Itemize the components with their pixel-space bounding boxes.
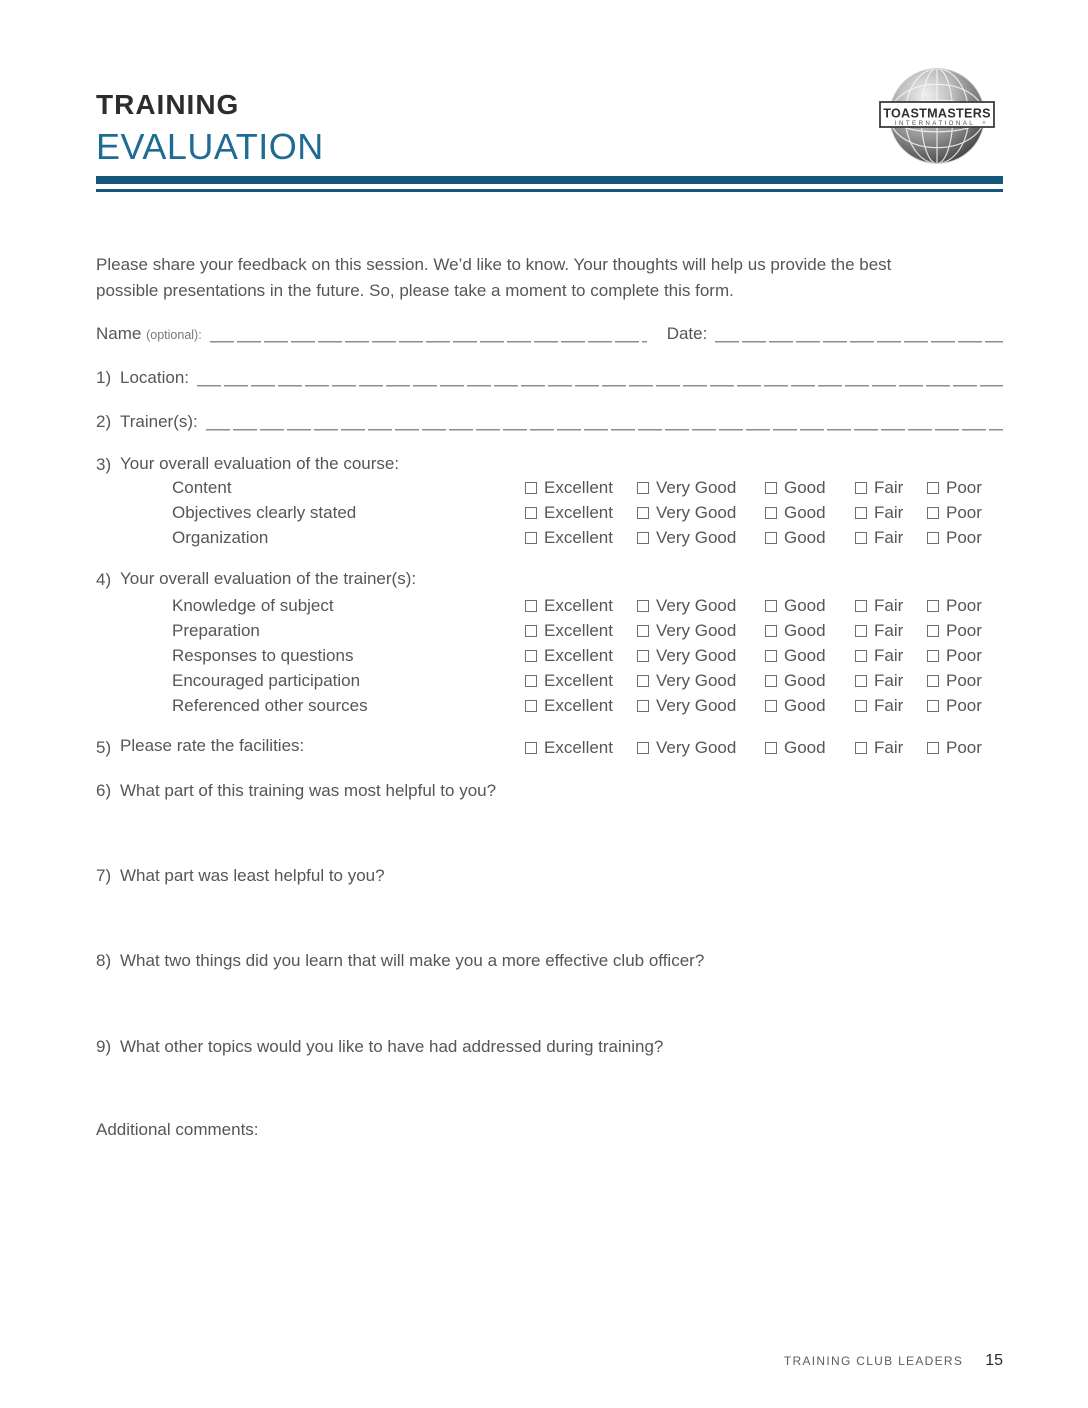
title-evaluation: EVALUATION: [96, 126, 324, 167]
rating-option: [637, 696, 765, 716]
question-7-number: 7): [96, 866, 112, 885]
rating-option: [855, 671, 927, 691]
rating-option-label: Poor: [946, 595, 982, 615]
checkbox-organization-very-good[interactable]: [637, 532, 649, 544]
rating-option-label: Fair: [874, 645, 904, 665]
rating-option-label: Poor: [946, 737, 982, 757]
rating-option-label: Excellent: [544, 620, 613, 640]
rating-row-label: Content: [172, 477, 232, 497]
date-write-line[interactable]: [715, 322, 1003, 346]
question-8-label: What two things did you learn that will make you a more effective club officer?: [120, 951, 705, 970]
checkbox-content-very-good[interactable]: [637, 482, 649, 494]
question-7-row: [96, 865, 1003, 887]
question-2-row: [96, 410, 1003, 434]
checkbox-responses-to-questions-fair[interactable]: [855, 650, 867, 662]
rating-option: [765, 478, 855, 498]
rating-option: [525, 478, 637, 498]
rating-option: [855, 646, 927, 666]
rating-option: [765, 621, 855, 641]
rating-option: [927, 738, 1003, 758]
checkbox-encouraged-participation-poor[interactable]: [927, 675, 939, 687]
rating-option-label: Excellent: [544, 695, 613, 715]
rating-row-referenced-other-sources: [96, 693, 1003, 718]
rating-option: [765, 738, 855, 758]
additional-comments-label: Additional comments:: [96, 1120, 259, 1139]
checkbox-knowledge-of-subject-fair[interactable]: [855, 600, 867, 612]
rating-option-label: Good: [784, 645, 826, 665]
checkbox-encouraged-participation-very-good[interactable]: [637, 675, 649, 687]
checkbox-facilities-fair[interactable]: [855, 742, 867, 754]
rating-option-label: Fair: [874, 695, 904, 715]
rating-option: [637, 478, 765, 498]
question-4-number: 4): [96, 570, 112, 589]
rating-option-label: Poor: [946, 502, 982, 522]
checkbox-content-good[interactable]: [765, 482, 777, 494]
intro-paragraph: Please share your feedback on this session. We’d like to know. Your thoughts will help us provide the best possible presentations in the future. So, please take a moment to complete this form.: [96, 255, 892, 300]
rating-option: [525, 646, 637, 666]
question-9-row: [96, 1036, 1003, 1058]
checkbox-referenced-other-sources-excellent[interactable]: [525, 700, 537, 712]
rating-option-label: Fair: [874, 502, 904, 522]
rating-option: [855, 696, 927, 716]
rating-row-objectives-clearly-stated: [96, 500, 1003, 525]
rating-option-label: Good: [784, 695, 826, 715]
rating-option-label: Very Good: [656, 595, 737, 615]
rating-option-label: Excellent: [544, 527, 613, 547]
checkbox-preparation-very-good[interactable]: [637, 625, 649, 637]
rating-option: [927, 528, 1003, 548]
checkbox-referenced-other-sources-very-good[interactable]: [637, 700, 649, 712]
name-label: Name (optional):: [96, 324, 202, 343]
rating-option-label: Excellent: [544, 670, 613, 690]
rating-option: [637, 671, 765, 691]
rating-option-label: Very Good: [656, 737, 737, 757]
toastmasters-logo: [879, 60, 995, 172]
question-9-number: 9): [96, 1037, 112, 1056]
rating-row-label: Referenced other sources: [172, 695, 368, 715]
checkbox-knowledge-of-subject-good[interactable]: [765, 600, 777, 612]
checkbox-encouraged-participation-excellent[interactable]: [525, 675, 537, 687]
checkbox-facilities-good[interactable]: [765, 742, 777, 754]
checkbox-content-fair[interactable]: [855, 482, 867, 494]
question-2-number: 2): [96, 412, 112, 431]
trainer-rating-rows: [96, 593, 1003, 718]
rating-option: [637, 621, 765, 641]
checkbox-objectives-clearly-stated-good[interactable]: [765, 507, 777, 519]
rating-option: [765, 671, 855, 691]
rating-option-label: Poor: [946, 477, 982, 497]
title-training: TRAINING: [96, 89, 240, 120]
rating-option-label: Good: [784, 527, 826, 547]
rating-row-responses-to-questions: [96, 643, 1003, 668]
checkbox-responses-to-questions-excellent[interactable]: [525, 650, 537, 662]
rating-option: [637, 503, 765, 523]
rating-option: [637, 646, 765, 666]
checkbox-knowledge-of-subject-poor[interactable]: [927, 600, 939, 612]
rating-option-label: Very Good: [656, 620, 737, 640]
question-8-row: [96, 950, 1003, 972]
rating-row-label: Knowledge of subject: [172, 595, 334, 615]
name-write-line[interactable]: [210, 322, 647, 346]
rating-option-label: Very Good: [656, 695, 737, 715]
rating-option: [855, 528, 927, 548]
name-optional-qualifier: (optional):: [146, 328, 202, 342]
question-3-label: Your overall evaluation of the course:: [120, 454, 400, 473]
rating-option: [765, 596, 855, 616]
question-3-header: [96, 453, 1003, 475]
rating-option-label: Fair: [874, 477, 904, 497]
question-7-label: What part was least helpful to you?: [120, 866, 385, 885]
rating-option-label: Good: [784, 670, 826, 690]
checkbox-encouraged-participation-fair[interactable]: [855, 675, 867, 687]
rating-option: [927, 646, 1003, 666]
question-4-header: [96, 568, 1003, 590]
question-2-label: Trainer(s):: [120, 412, 198, 431]
rating-row-label: Objectives clearly stated: [172, 502, 357, 522]
rating-row-content: [96, 475, 1003, 500]
checkbox-organization-fair[interactable]: [855, 532, 867, 544]
checkbox-encouraged-participation-good[interactable]: [765, 675, 777, 687]
checkbox-responses-to-questions-good[interactable]: [765, 650, 777, 662]
rating-option-label: Very Good: [656, 645, 737, 665]
checkbox-responses-to-questions-poor[interactable]: [927, 650, 939, 662]
rating-option-label: Poor: [946, 527, 982, 547]
course-rating-rows: [96, 475, 1003, 550]
rating-option-label: Good: [784, 477, 826, 497]
question-5-number: 5): [96, 737, 112, 757]
checkbox-referenced-other-sources-good[interactable]: [765, 700, 777, 712]
checkbox-objectives-clearly-stated-excellent[interactable]: [525, 507, 537, 519]
question-8-number: 8): [96, 951, 112, 970]
rating-option: [765, 528, 855, 548]
rating-option: [927, 503, 1003, 523]
checkbox-facilities-poor[interactable]: [927, 742, 939, 754]
rating-option-label: Fair: [874, 527, 904, 547]
rating-option: [765, 503, 855, 523]
checkbox-preparation-good[interactable]: [765, 625, 777, 637]
date-label: Date:: [666, 324, 708, 343]
rating-row-label: Organization: [172, 527, 269, 547]
question-5-header: [96, 736, 525, 760]
checkbox-knowledge-of-subject-excellent[interactable]: [525, 600, 537, 612]
rating-option-label: Excellent: [544, 477, 613, 497]
rating-option-label: Good: [784, 620, 826, 640]
rating-option: [525, 671, 637, 691]
rating-option: [927, 671, 1003, 691]
rating-option: [525, 738, 637, 758]
rating-option: [637, 596, 765, 616]
question-1-label: Location:: [120, 368, 189, 387]
rating-option: [927, 696, 1003, 716]
checkbox-responses-to-questions-very-good[interactable]: [637, 650, 649, 662]
checkbox-content-excellent[interactable]: [525, 482, 537, 494]
rating-option-label: Good: [784, 595, 826, 615]
rating-option: [637, 738, 765, 758]
rating-row-knowledge-of-subject: [96, 593, 1003, 618]
rating-row-label: Preparation: [172, 620, 260, 640]
checkbox-knowledge-of-subject-very-good[interactable]: [637, 600, 649, 612]
rating-option-label: Very Good: [656, 477, 737, 497]
question-6-number: 6): [96, 781, 112, 800]
rating-option: [927, 621, 1003, 641]
rating-option-label: Excellent: [544, 645, 613, 665]
facilities-rating-options: [525, 738, 1003, 758]
checkbox-objectives-clearly-stated-fair[interactable]: [855, 507, 867, 519]
question-1-row: [96, 366, 1003, 390]
rating-option: [525, 596, 637, 616]
rating-option: [525, 696, 637, 716]
rating-option-label: Excellent: [544, 737, 613, 757]
checkbox-organization-poor[interactable]: [927, 532, 939, 544]
header-rule-thick: [96, 176, 1003, 184]
trainers-write-line[interactable]: [206, 410, 1003, 434]
logo-banner-line2: INTERNATIONAL: [894, 120, 976, 127]
checkbox-organization-excellent[interactable]: [525, 532, 537, 544]
rating-option: [855, 478, 927, 498]
question-3-number: 3): [96, 455, 112, 474]
checkbox-organization-good[interactable]: [765, 532, 777, 544]
rating-option-label: Good: [784, 737, 826, 757]
rating-option: [855, 738, 927, 758]
checkbox-content-poor[interactable]: [927, 482, 939, 494]
rating-option-label: Very Good: [656, 527, 737, 547]
question-5-label: Please rate the facilities:: [120, 735, 305, 755]
rating-option-label: Excellent: [544, 595, 613, 615]
page-footer: [784, 1352, 1003, 1370]
rating-option: [765, 646, 855, 666]
checkbox-facilities-very-good[interactable]: [637, 742, 649, 754]
page-header: [96, 0, 1003, 192]
rating-option: [525, 503, 637, 523]
location-write-line[interactable]: [197, 366, 1003, 390]
rating-row-label: Encouraged participation: [172, 670, 361, 690]
checkbox-objectives-clearly-stated-poor[interactable]: [927, 507, 939, 519]
rating-option-label: Fair: [874, 620, 904, 640]
checkbox-preparation-fair[interactable]: [855, 625, 867, 637]
checkbox-objectives-clearly-stated-very-good[interactable]: [637, 507, 649, 519]
question-9-label: What other topics would you like to have had addressed during training?: [120, 1037, 664, 1056]
rating-option-label: Excellent: [544, 502, 613, 522]
footer-page-number: 15: [985, 1352, 1003, 1369]
rating-option: [927, 596, 1003, 616]
question-5-row: [96, 735, 1003, 760]
checkbox-referenced-other-sources-fair[interactable]: [855, 700, 867, 712]
question-6-row: [96, 780, 1003, 802]
rating-option-label: Poor: [946, 670, 982, 690]
question-1-number: 1): [96, 368, 112, 387]
question-4-label: Your overall evaluation of the trainer(s):: [120, 569, 417, 588]
rating-option-label: Poor: [946, 645, 982, 665]
rating-option: [637, 528, 765, 548]
rating-option: [855, 621, 927, 641]
name-date-row: [96, 322, 1003, 346]
rating-option: [525, 621, 637, 641]
checkbox-referenced-other-sources-poor[interactable]: [927, 700, 939, 712]
rating-row-label: Responses to questions: [172, 645, 354, 665]
logo-trademark: ®: [982, 120, 986, 125]
rating-option-label: Good: [784, 502, 826, 522]
rating-option-label: Very Good: [656, 502, 737, 522]
checkbox-preparation-excellent[interactable]: [525, 625, 537, 637]
logo-banner-line1: TOASTMASTERS: [883, 106, 991, 121]
checkbox-preparation-poor[interactable]: [927, 625, 939, 637]
rating-option: [765, 696, 855, 716]
rating-row-encouraged-participation: [96, 668, 1003, 693]
checkbox-facilities-excellent[interactable]: [525, 742, 537, 754]
rating-option: [855, 596, 927, 616]
rating-option-label: Poor: [946, 620, 982, 640]
rating-option: [927, 478, 1003, 498]
rating-row-preparation: [96, 618, 1003, 643]
rating-row-organization: [96, 525, 1003, 550]
rating-option-label: Fair: [874, 737, 904, 757]
rating-option: [525, 528, 637, 548]
rating-option-label: Fair: [874, 670, 904, 690]
rating-option-label: Fair: [874, 595, 904, 615]
header-rule-thin: [96, 189, 1003, 192]
footer-document-title: TRAINING CLUB LEADERS: [783, 1354, 964, 1368]
rating-option: [855, 503, 927, 523]
question-6-label: What part of this training was most helpful to you?: [120, 781, 497, 800]
rating-option-label: Very Good: [656, 670, 737, 690]
rating-option-label: Poor: [946, 695, 982, 715]
